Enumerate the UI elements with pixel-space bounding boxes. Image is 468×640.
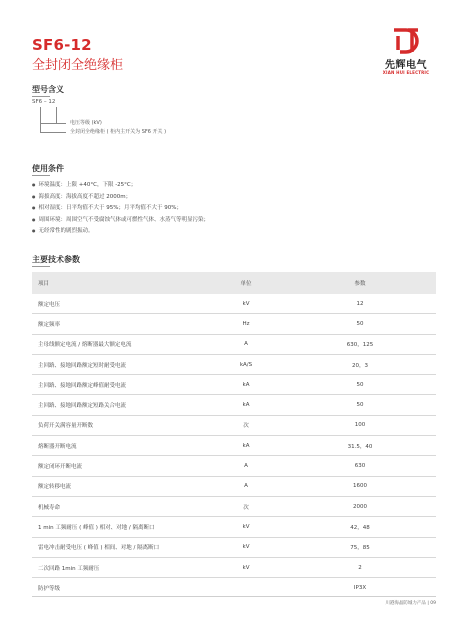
cell-value: IP3X bbox=[353, 584, 367, 591]
model-section-title: 型号含义 bbox=[32, 85, 64, 94]
company-logo bbox=[376, 26, 436, 82]
cell-unit: kA bbox=[208, 395, 284, 415]
cell-value: 630 bbox=[284, 456, 436, 476]
cell-unit: kA bbox=[208, 436, 284, 456]
cell-value: 12 bbox=[284, 294, 436, 314]
model-legend-type: 全封闭全绝缘柜 ( 柜内主开关为 SF6 开关 ) bbox=[70, 129, 167, 135]
header-item: 项目 bbox=[32, 272, 208, 294]
model-legend-voltage: 电压等级 (kV) bbox=[70, 120, 102, 126]
footer-divider bbox=[32, 596, 436, 597]
header-value: 参数 bbox=[284, 272, 436, 294]
params-section-title: 主要技术参数 bbox=[32, 255, 80, 264]
table-row bbox=[32, 294, 436, 314]
conditions-section-underline bbox=[32, 175, 50, 176]
cell-item: 主回路、接地回路额定短时耐受电流 bbox=[32, 354, 208, 374]
table-row bbox=[32, 436, 436, 456]
table-row bbox=[32, 415, 436, 435]
table-row bbox=[32, 557, 436, 577]
list-item: ● 环境温度：上限 +40°C，下限 -25°C； bbox=[32, 179, 209, 191]
cell-value: 1600 bbox=[284, 476, 436, 496]
cell-item: 负荷开关满容量开断数 bbox=[32, 415, 208, 435]
cell-item: 防护等级 bbox=[38, 585, 61, 592]
cell-item: 机械寿命 bbox=[32, 496, 208, 516]
table-row bbox=[32, 334, 436, 354]
cell-value: 630，125 bbox=[284, 334, 436, 354]
model-tree-line bbox=[56, 107, 57, 123]
cell-item: 1 min 工频耐压 ( 峰值 ) 相对、对地 / 隔离断口 bbox=[32, 517, 208, 537]
cell-value: 42，48 bbox=[284, 517, 436, 537]
cell-item: 熔断器开断电流 bbox=[32, 436, 208, 456]
model-code: SF6 – 12 bbox=[32, 99, 56, 105]
model-tree-line bbox=[40, 132, 66, 133]
list-item: ● 海拔高度：海拔高度不超过 2000m； bbox=[32, 191, 209, 203]
conditions-list bbox=[32, 179, 209, 237]
cell-value: 75，85 bbox=[284, 537, 436, 557]
cell-unit: 次 bbox=[208, 415, 284, 435]
table-header-row bbox=[32, 272, 436, 294]
cell-item: 额定电压 bbox=[32, 294, 208, 314]
table-row bbox=[32, 578, 436, 598]
cell-value: 31.5，40 bbox=[284, 436, 436, 456]
model-tree-line bbox=[40, 107, 41, 133]
cell-item: 二次回路 1min 工频耐压 bbox=[32, 557, 208, 577]
table-row bbox=[32, 375, 436, 395]
cell-unit: A bbox=[208, 476, 284, 496]
cell-value: 2 bbox=[284, 557, 436, 577]
params-table bbox=[32, 272, 436, 597]
cell-value: 20，3 bbox=[284, 354, 436, 374]
cell-item: 主母线额定电流 / 熔断器最大额定电流 bbox=[32, 334, 208, 354]
cell-item: 雷电冲击耐受电压 ( 峰值 ) 相间、对地 / 隔离断口 bbox=[32, 537, 208, 557]
cell-unit: kV bbox=[208, 517, 284, 537]
cell-unit: kA bbox=[208, 375, 284, 395]
product-code: SF6-12 bbox=[32, 36, 92, 54]
table-row bbox=[32, 314, 436, 334]
cell-item: 额定频率 bbox=[32, 314, 208, 334]
cell-value: 50 bbox=[284, 375, 436, 395]
cell-unit: 次 bbox=[208, 496, 284, 516]
cell-value: 50 bbox=[284, 395, 436, 415]
cell-unit: kA/S bbox=[208, 354, 284, 374]
cell-value: 2000 bbox=[284, 496, 436, 516]
cell-unit: A bbox=[208, 456, 284, 476]
table-row bbox=[32, 395, 436, 415]
cell-unit: Hz bbox=[208, 314, 284, 334]
footer-page-label: 川港海晶防城力产品 | 09 bbox=[385, 601, 436, 606]
table-row bbox=[32, 354, 436, 374]
cell-unit bbox=[208, 578, 284, 598]
list-item: ● 相对湿度：日平均值不大于 95%；月平均值不大于 90%； bbox=[32, 202, 209, 214]
model-tree-line bbox=[40, 123, 66, 124]
list-item: ● 周围环境：周围空气不受腐蚀气体或可燃性气体、水蒸气等明显污染； bbox=[32, 214, 209, 226]
table-row bbox=[32, 496, 436, 516]
logo-chinese-name: 先辉电气 bbox=[385, 60, 427, 71]
header-unit: 单位 bbox=[208, 272, 284, 294]
cell-item: 主回路、接地回路额定短路关合电流 bbox=[32, 395, 208, 415]
params-section-underline bbox=[32, 266, 50, 267]
cell-item: 额定闭环开断电流 bbox=[32, 456, 208, 476]
cell-item: 主回路、接地回路额定峰值耐受电流 bbox=[32, 375, 208, 395]
cell-item: 额定转移电流 bbox=[32, 476, 208, 496]
cell-value: 50 bbox=[284, 314, 436, 334]
cell-unit: kV bbox=[208, 294, 284, 314]
list-item: ● 无经常性的剧烈振动。 bbox=[32, 225, 209, 237]
cell-unit: kV bbox=[208, 557, 284, 577]
conditions-section-title: 使用条件 bbox=[32, 164, 64, 173]
table-row bbox=[32, 476, 436, 496]
cell-value: 100 bbox=[284, 415, 436, 435]
product-name: 全封闭全绝缘柜 bbox=[32, 58, 124, 73]
model-section-underline bbox=[32, 96, 50, 97]
logo-mark-icon bbox=[390, 26, 422, 56]
table-row bbox=[32, 517, 436, 537]
table-row bbox=[32, 537, 436, 557]
table-row bbox=[32, 456, 436, 476]
logo-english-name: XIAN HUI ELECTRIC bbox=[382, 70, 430, 75]
cell-unit: A bbox=[208, 334, 284, 354]
cell-unit: kV bbox=[208, 537, 284, 557]
